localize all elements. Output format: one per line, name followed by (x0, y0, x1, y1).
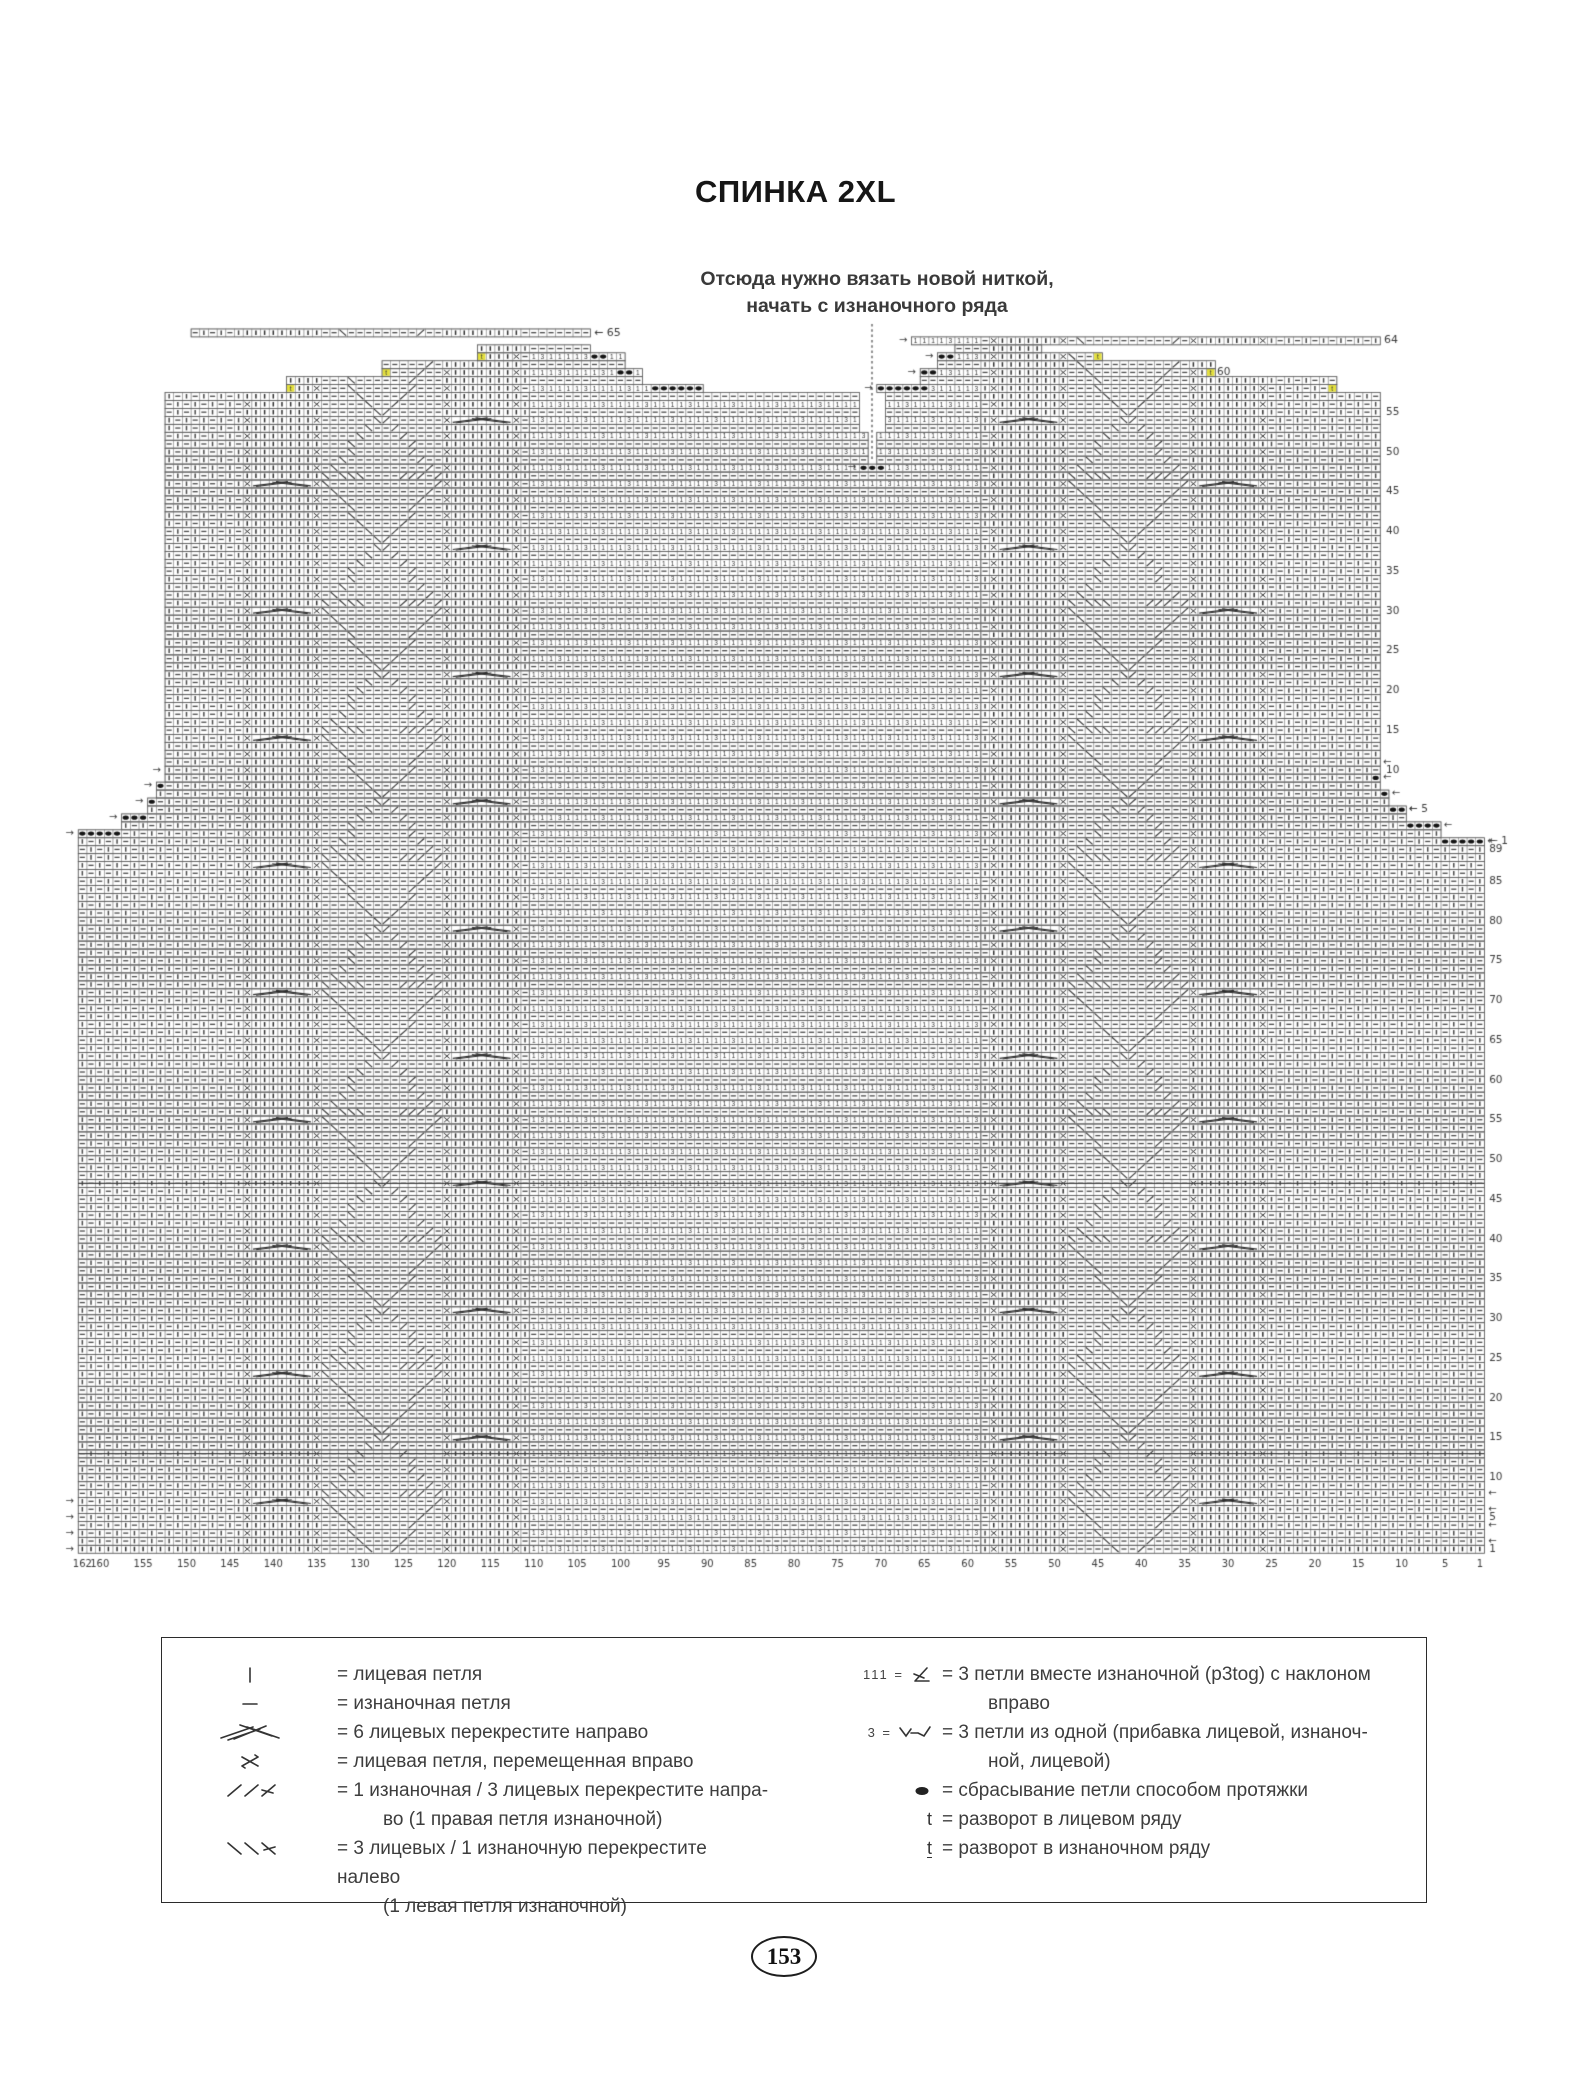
legend-text: = разворот в лицевом ряду (942, 1809, 1182, 1830)
legend-prefix: 111 = (863, 1667, 904, 1682)
legend-text: = 1 изнаночная / 3 лицевых перекрестите напра- во (1 правая петля изнаночной) (337, 1780, 769, 1830)
legend-item (162, 1747, 770, 1776)
legend-right-column (770, 1638, 1420, 1902)
knit-stitch-icon (162, 1660, 337, 1689)
legend-text: = 3 петли из одной (прибавка лицевой, изнаноч- ной, лицевой) (942, 1722, 1368, 1772)
legend-text: = 3 петли вместе изнаночной (p3tog) с наклоном вправо (942, 1664, 1371, 1714)
purl-stitch-icon (162, 1689, 337, 1718)
legend-item (162, 1689, 770, 1718)
turn-rs-icon: t (926, 1809, 932, 1829)
cable-6-right-icon (162, 1718, 337, 1747)
p3tog-right-icon (770, 1660, 942, 1689)
legend-item (162, 1834, 770, 1921)
legend-item (770, 1718, 1420, 1776)
knit3-purl1-cross-left-icon (162, 1834, 337, 1863)
legend-item (770, 1834, 1420, 1863)
legend-text: = 3 лицевых / 1 изнаночную перекрестите налево (1 левая петля изнаночной) (337, 1838, 707, 1917)
page-number-badge (751, 1936, 817, 1977)
legend-item (770, 1660, 1420, 1718)
purl1-knit3-cross-right-icon (162, 1776, 337, 1805)
page-number: 153 (766, 1943, 802, 1969)
turn-ws-icon (770, 1834, 942, 1863)
legend-item (162, 1660, 770, 1689)
turn-ws-icon: t (926, 1838, 932, 1858)
legend-left-column (162, 1638, 770, 1917)
legend-box (161, 1637, 1427, 1917)
legend-prefix: 3 = (867, 1725, 892, 1740)
legend-text: = лицевая петля, перемещенная вправо (337, 1751, 694, 1772)
legend-text: = изнаночная петля (337, 1693, 511, 1714)
legend-text: = разворот в изнаночном ряду (942, 1838, 1211, 1859)
legend-item (162, 1718, 770, 1747)
legend-item (162, 1776, 770, 1834)
legend-item (770, 1805, 1420, 1834)
legend-text: = лицевая петля (337, 1664, 483, 1685)
turn-rs-icon (770, 1805, 942, 1834)
drop-stitch-icon (770, 1776, 942, 1805)
legend-text: = 6 лицевых перекрестите направо (337, 1722, 649, 1743)
legend-text: = сбрасывание петли способом протяжки (942, 1780, 1308, 1801)
legend-item (770, 1776, 1420, 1805)
three-from-one-icon (770, 1718, 942, 1747)
knit-moved-right-icon (162, 1747, 337, 1776)
